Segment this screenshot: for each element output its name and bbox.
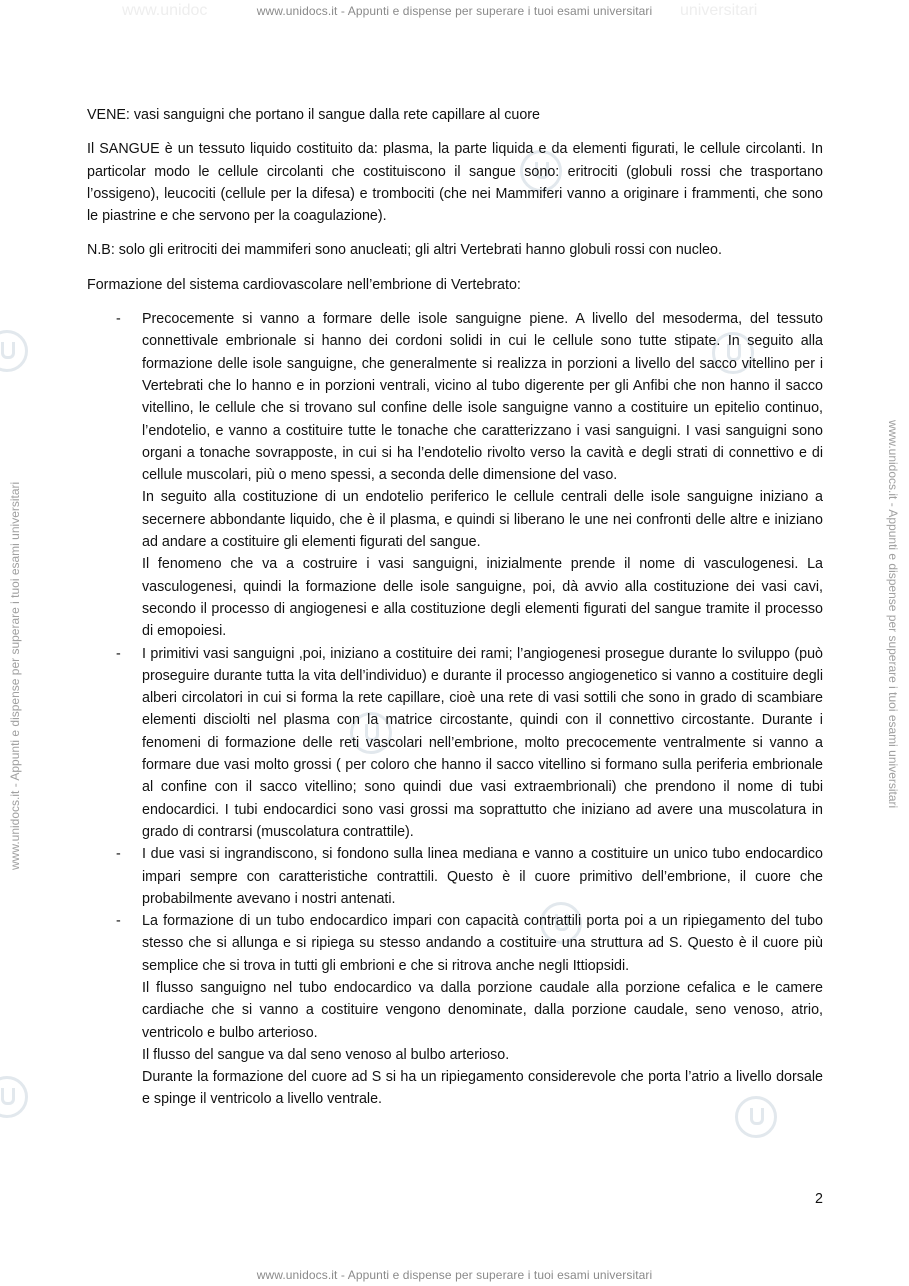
list-item — [87, 308, 823, 642]
paragraph-sangue: Il SANGUE è un tessuto liquido costituito da: plasma, la parte liquida e da elementi figurati, le cellule circolanti. In particolar modo le cellule circolanti che costituiscono il sangue sono: eritrociti (globuli rossi che trasportano l’ossigeno), leucociti (cellule per la difesa) e trombociti (che nei Mammiferi vanno a originare i frammenti, che sono le piastrine e che servono per la coagulazione). — [87, 141, 823, 225]
watermark-top: www.unidocs.it - Appunti e dispense per superare i tuoi esami universitari — [256, 4, 653, 18]
watermark-side-right: www.unidocs.it - Appunti e dispense per superare i tuoi esami universitari — [886, 420, 900, 809]
bullet-marker: - — [116, 846, 121, 863]
list-item — [87, 643, 823, 844]
list-item-text: La formazione di un tubo endocardico impari con capacità contrattili porta poi a un ripiegamento del tubo stesso che si allunga e si ripiega su stesso andando a costituire una struttura ad S. Questo è il cuore più semplice che si trova in tutti gli embrioni e che si ritrova anche negli Ittiopsidi. — [142, 913, 823, 974]
unidocs-logo-watermark — [0, 1076, 28, 1118]
document-body — [87, 104, 823, 1111]
watermark-ghost-right: universitari — [680, 2, 758, 19]
bullet-marker: - — [116, 913, 121, 930]
list-item-text: I due vasi si ingrandiscono, si fondono sulla linea mediana e vanno a costituire un unico tubo endocardico impari sempre con caratteristiche contrattili. Questo è il cuore primitivo dell’embrione, il cuore che probabilmente avevano i nostri antenati. — [142, 846, 823, 907]
list-item-text: I primitivi vasi sanguigni ,poi, iniziano a costituire dei rami; l’angiogenesi prosegue durante lo sviluppo (può proseguire durante tutta la vita dell’individuo) e durante il processo angiogenetico si vanno a costituire degli alberi circolatori in cui si forma la rete capillare, cioè una rete di vasi sottili che sono in grado di scambiare elementi disciolti nel plasma con la matrice circostante, quindi con il connettivo circostante. Durante i fenomeni di formazione delle reti vascolari nell’embrione, molto precocemente ventralmente si vanno a formare due vasi molto grossi ( per coloro che hanno il sacco vitellino si formano sulla periferia embrionale al confine con il sacco vitellino; sono quindi due vasi extraembrionali) che prendono il nome di tubi endocardici. I tubi endocardici sono vasi grossi ma soprattutto che iniziano ad avere una muscolatura in grado di contrarsi (muscolatura contrattile). — [142, 645, 823, 840]
paragraph-nb: N.B: solo gli eritrociti dei mammiferi sono anucleati; gli altri Vertebrati hanno globuli rossi con nucleo. — [87, 242, 722, 259]
paragraph-vene: VENE: vasi sanguigni che portano il sangue dalla rete capillare al cuore — [87, 107, 541, 123]
list-item-text: In seguito alla costituzione di un endotelio periferico le cellule centrali delle isole sanguigne iniziano a secernere abbondante liquido, che è il plasma, e quindi si liberano le une nei confronti delle altre e iniziano ad andare a costituire gli elementi figurati del sangue. — [142, 489, 823, 551]
unidocs-logo-watermark — [0, 330, 28, 372]
list-item — [87, 910, 823, 1111]
bullet-list — [87, 308, 823, 1111]
list-item-text: Il fenomeno che va a costruire i vasi sanguigni, inizialmente prende il nome di vasculogenesi. La vasculogenesi, quindi la formazione delle isole sanguigne, poi, dà avvio alla costituzione dei vasi cavi, secondo il processo di angiogenesi e alla costituzione degli elementi figurati del sangue tramite il processo di emopoiesi. — [142, 556, 823, 640]
list-item-text: Precocemente si vanno a formare delle isole sanguigne piene. A livello del mesoderma, del tessuto connettivale embrionale si hanno dei cordoni solidi in cui le cellule sono tutte stipate. In seguito alla formazione delle isole sanguigne, che generalmente si realizza in porzioni a livello del sacco vitellino per i Vertebrati che lo hanno e in porzioni ventrali, vicino al tubo digerente per gli Anfibi che non hanno il sacco vitellino, le cellule che si trovano sul confine delle isole sanguigne vanno a costituire un epitelio continuo, l’endotelio, e vanno a costituire tutte le tonache che caratterizzano i vasi sanguigni. I vasi sanguigni sono organi a tonache sovrapposte, in cui si ha l’endotelio rivolto verso la cavità e degli strati di connettivo e di cellule muscolari, più o meno spessi, a seconda delle dimensione del vaso. — [142, 311, 823, 484]
bullet-marker: - — [116, 645, 121, 662]
watermark-bottom: www.unidocs.it - Appunti e dispense per superare i tuoi esami universitari — [256, 1268, 653, 1282]
watermark-side-left: www.unidocs.it - Appunti e dispense per superare i tuoi esami universitari — [8, 481, 22, 870]
watermark-ghost-left: www.unidoc — [122, 2, 208, 19]
section-heading: Formazione del sistema cardiovascolare nell’embrione di Vertebrato: — [87, 276, 521, 293]
bullet-marker: - — [116, 311, 121, 328]
list-item-text: Durante la formazione del cuore ad S si ha un ripiegamento considerevole che porta l’atrio a livello dorsale e spinge il ventricolo a livello ventrale. — [142, 1069, 823, 1108]
list-item — [87, 843, 823, 910]
list-item-text: Il flusso del sangue va dal seno venoso al bulbo arterioso. — [142, 1046, 510, 1063]
list-item-text: Il flusso sanguigno nel tubo endocardico va dalla porzione caudale alla porzione cefalica e le camere cardiache che si vanno a costituire vengono denominate, dalla porzione caudale, seno venoso, atrio, ventricolo e bulbo arterioso. — [142, 979, 823, 1041]
page-number: 2 — [815, 1191, 823, 1207]
